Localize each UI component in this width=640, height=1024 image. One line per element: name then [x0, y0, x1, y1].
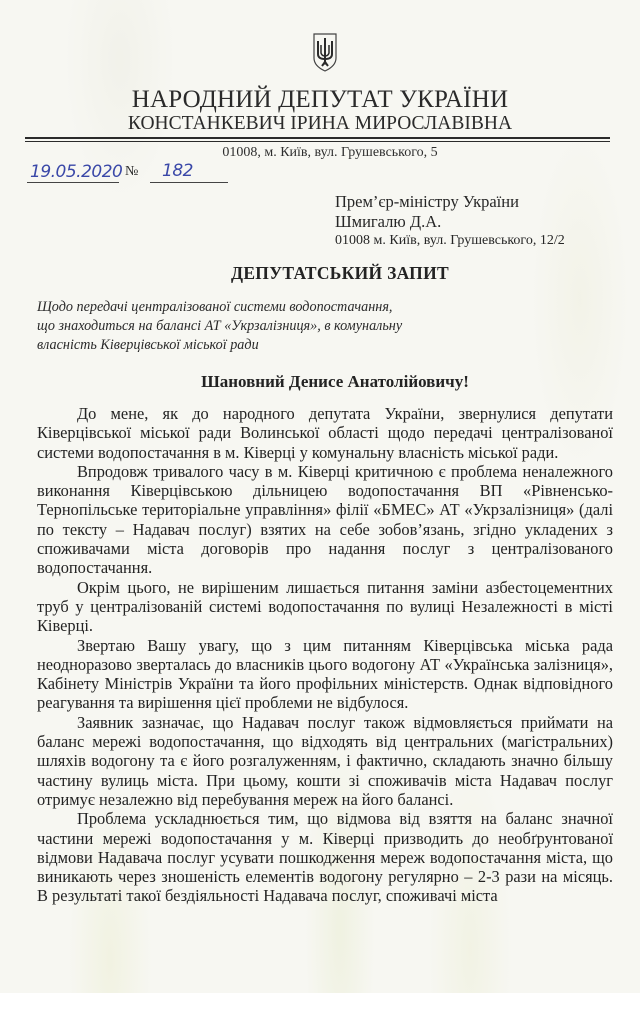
handwritten-date: 19.05.2020	[30, 162, 123, 182]
body-paragraph: Окрім цього, не вирішеним лишається питання заміни азбестоцементних труб у централізованій системі водопостачання по вулиці Незалежності в місті Ківерці.	[37, 577, 613, 636]
body-paragraph: Впродовж тривалого часу в м. Ківерці критичною є проблема неналежного виконання Ківерцівською дільницею водопостачання ВП «Рівненсько-Тернопільське територіальне управління» філії «БМЕС» АТ «Укрзалізниця» (далі по тексту – Надавач послуг) взятих на себе зобов’язань, згідно укладених з споживачами міста договорів про надання послуг з централізованого водопостачання.	[37, 461, 613, 578]
recipient-block	[335, 192, 565, 250]
letterhead-name: КОНСТАНКЕВИЧ ІРИНА МИРОСЛАВІВНА	[127, 113, 513, 134]
subject-block	[37, 298, 457, 355]
letterhead-rule-thin	[25, 141, 610, 142]
letterhead-address: 01008, м. Київ, вул. Грушевського, 5	[222, 145, 438, 160]
letterhead-rule-thick	[25, 137, 610, 139]
outgoing-date-field	[27, 160, 123, 183]
subject-line: власність Ківерцівської міської ради	[37, 337, 259, 353]
letterhead-title: НАРОДНИЙ ДЕПУТАТ УКРАЇНИ	[131, 86, 509, 113]
body-paragraph: До мене, як до народного депутата України, звернулися депутати Ківерцівської міської ради Волинської області щодо передачі централізованої системи водопостачання в м. Ківерці у комунальну власність міської ради.	[37, 404, 613, 462]
outgoing-number-field	[150, 160, 228, 183]
trident-coat-of-arms-icon	[312, 32, 338, 72]
greeting: Шановний Денисе Анатолійовичу!	[201, 372, 469, 391]
recipient-name: Шмигалю Д.А.	[335, 212, 442, 231]
subject-line: що знаходиться на балансі АТ «Укрзалізниця», в комунальну	[37, 318, 403, 334]
letter-body	[37, 404, 613, 906]
subject-line: Щодо передачі централізованої системи водопостачання,	[37, 299, 393, 315]
document-title: ДЕПУТАТСЬКИЙ ЗАПИТ	[231, 263, 449, 283]
body-paragraph: Звертаю Вашу увагу, що з цим питанням Ківерцівська міська рада неодноразово зверталась до власників цього водогону АТ «Українська залізниця», Кабінету Міністрів України та його профільних міністерств. Однак відповідного реагування та вирішення цієї проблеми не відбулося.	[37, 635, 613, 713]
body-paragraph: Заявник зазначає, що Надавач послуг також відмовляється приймати на баланс мережі водопостачання, що відходять від центральних (магістральних) шляхів водогону та є його розгалуженням, і фактично, складають значно більшу частину вулиць міста. При цьому, кошти зі споживачів міста Надавач послуг отримує незалежно від перебування мереж на його балансі.	[37, 712, 613, 809]
handwritten-number: 182	[162, 161, 193, 181]
number-sign: №	[125, 164, 139, 179]
recipient-address: 01008 м. Київ, вул. Грушевського, 12/2	[335, 233, 565, 248]
body-paragraph: Проблема ускладнюється тим, що відмова від взяття на баланс значної частини мережі водопостачання у м. Ківерці призводить до необґрунтованої відмови Надавача послуг усувати пошкодження мереж водопостачання міста, що виникають через зношеність елементів водогону регулярно – 2-3 рази на місяць. В результаті такої бездіяльності Надавача послуг, споживачі міста	[37, 809, 613, 906]
recipient-position: Прем’єр-міністру України	[335, 192, 519, 211]
